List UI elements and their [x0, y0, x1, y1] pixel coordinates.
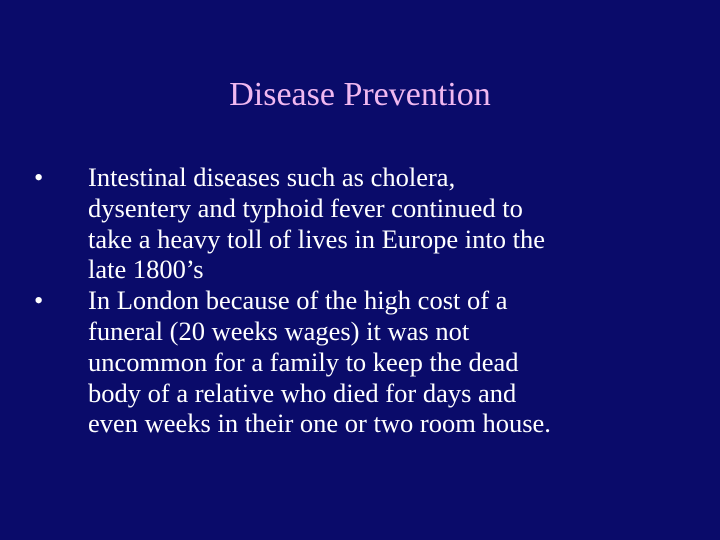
bullet-point-icon: • [34, 285, 44, 316]
bullet-text-line: take a heavy toll of lives in Europe into the [88, 223, 545, 254]
bullet-item [30, 162, 690, 285]
slide-title: Disease Prevention [229, 76, 491, 113]
bullet-text-line: uncommon for a family to keep the dead [88, 346, 519, 377]
bullet-text-line: In London because of the high cost of a [88, 285, 508, 316]
bullet-text-line: late 1800’s [88, 254, 204, 285]
bullet-text-line: funeral (20 weeks wages) it was not [88, 315, 470, 346]
bullet-point-icon: • [34, 162, 44, 192]
bullet-text-line: body of a relative who died for days and [88, 377, 517, 408]
bullet-text-line: Intestinal diseases such as cholera, [88, 162, 456, 192]
bullet-item [30, 285, 690, 439]
bullet-text-line: dysentery and typhoid fever continued to [88, 192, 523, 223]
bullet-text-line: even weeks in their one or two room house. [88, 408, 551, 439]
bullet-list [30, 162, 690, 439]
